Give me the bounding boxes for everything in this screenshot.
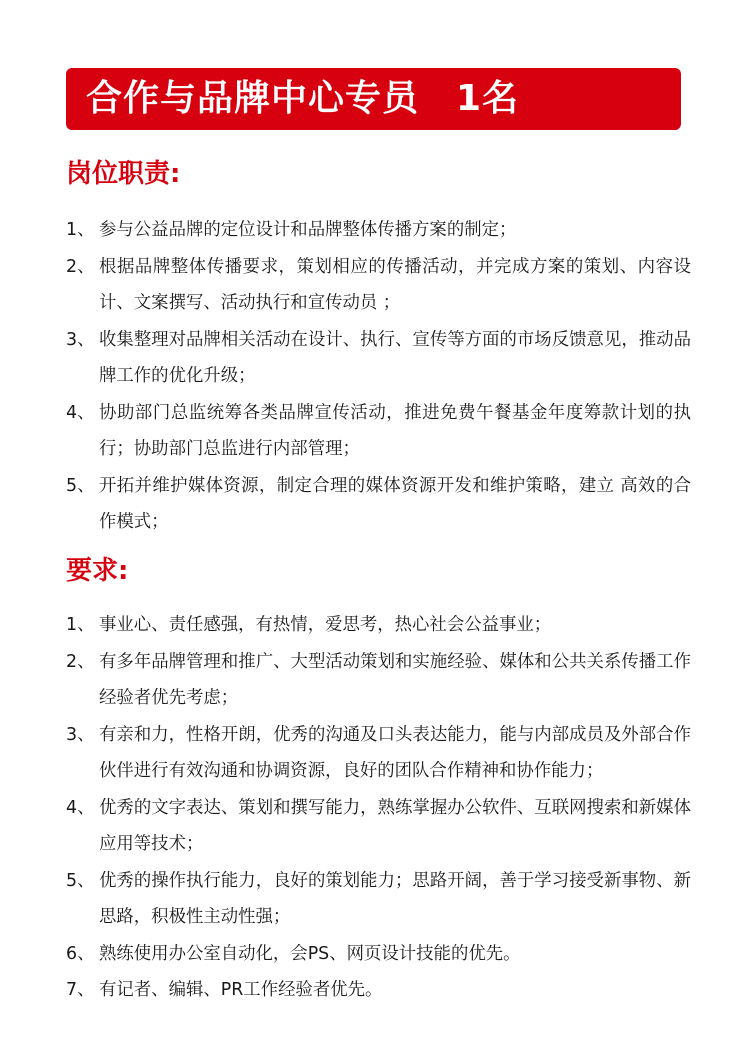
duty-item	[66, 322, 691, 395]
duty-item	[66, 249, 691, 322]
requirement-number: 5、	[66, 870, 95, 891]
requirements-list	[66, 607, 691, 1009]
job-title: 合作与品牌中心专员 1名	[86, 78, 520, 119]
requirement-text: 优秀的操作执行能力，良好的策划能力；思路开阔，善于学习接受新事物、新思路，积极性主动性强；	[99, 870, 691, 927]
requirement-item	[66, 863, 691, 936]
requirement-number: 1、	[66, 615, 95, 635]
requirement-text: 熟练使用办公室自动化，会PS、网页设计技能的优先。	[99, 943, 521, 964]
requirements-heading: 要求:	[66, 556, 129, 586]
requirement-text: 优秀的文字表达、策划和撰写能力，熟练掌握办公软件、互联网搜索和新媒体应用等技术；	[99, 797, 691, 854]
requirement-item	[66, 936, 691, 973]
requirement-number: 3、	[66, 724, 95, 745]
requirement-number: 2、	[66, 651, 95, 672]
title-banner	[66, 68, 681, 130]
requirement-number: 4、	[66, 797, 95, 818]
requirement-item	[66, 972, 691, 1009]
requirement-number: 6、	[66, 943, 95, 964]
requirement-item	[66, 790, 691, 863]
duty-number: 2、	[66, 256, 95, 277]
duty-text: 参与公益品牌的定位设计和品牌整体传播方案的制定；	[99, 220, 517, 240]
duty-item	[66, 468, 691, 541]
requirement-number: 7、	[66, 980, 95, 1000]
duty-number: 1、	[66, 220, 95, 240]
requirement-text: 有多年品牌管理和推广、大型活动策划和实施经验、媒体和公共关系传播工作经验者优先考虑；	[99, 651, 691, 708]
duties-list	[66, 212, 691, 541]
duty-text: 协助部门总监统筹各类品牌宣传活动，推进免费午餐基金年度筹款计划的执行；协助部门总监进行内部管理；	[99, 402, 691, 459]
requirement-text: 事业心、责任感强，有热情，爱思考，热心社会公益事业；	[99, 615, 552, 635]
duty-item	[66, 395, 691, 468]
duty-number: 3、	[66, 329, 95, 350]
duty-item	[66, 212, 691, 249]
duty-number: 4、	[66, 402, 95, 423]
duty-text: 开拓并维护媒体资源，制定合理的媒体资源开发和维护策略，建立 高效的合作模式；	[99, 475, 691, 532]
requirement-text: 有亲和力，性格开朗，优秀的沟通及口头表达能力，能与内部成员及外部合作伙伴进行有效沟通和协调资源，良好的团队合作精神和协作能力；	[99, 724, 691, 781]
requirement-item	[66, 644, 691, 717]
requirement-text: 有记者、编辑、PR工作经验者优先。	[99, 980, 383, 1000]
duties-heading: 岗位职责:	[66, 159, 181, 189]
duty-text: 收集整理对品牌相关活动在设计、执行、宣传等方面的市场反馈意见，推动品牌工作的优化升级；	[99, 329, 691, 386]
duty-text: 根据品牌整体传播要求，策划相应的传播活动，并完成方案的策划、内容设计、文案撰写、活动执行和宣传动员 ；	[99, 256, 691, 313]
requirement-item	[66, 607, 691, 644]
duty-number: 5、	[66, 475, 95, 496]
requirement-item	[66, 717, 691, 790]
